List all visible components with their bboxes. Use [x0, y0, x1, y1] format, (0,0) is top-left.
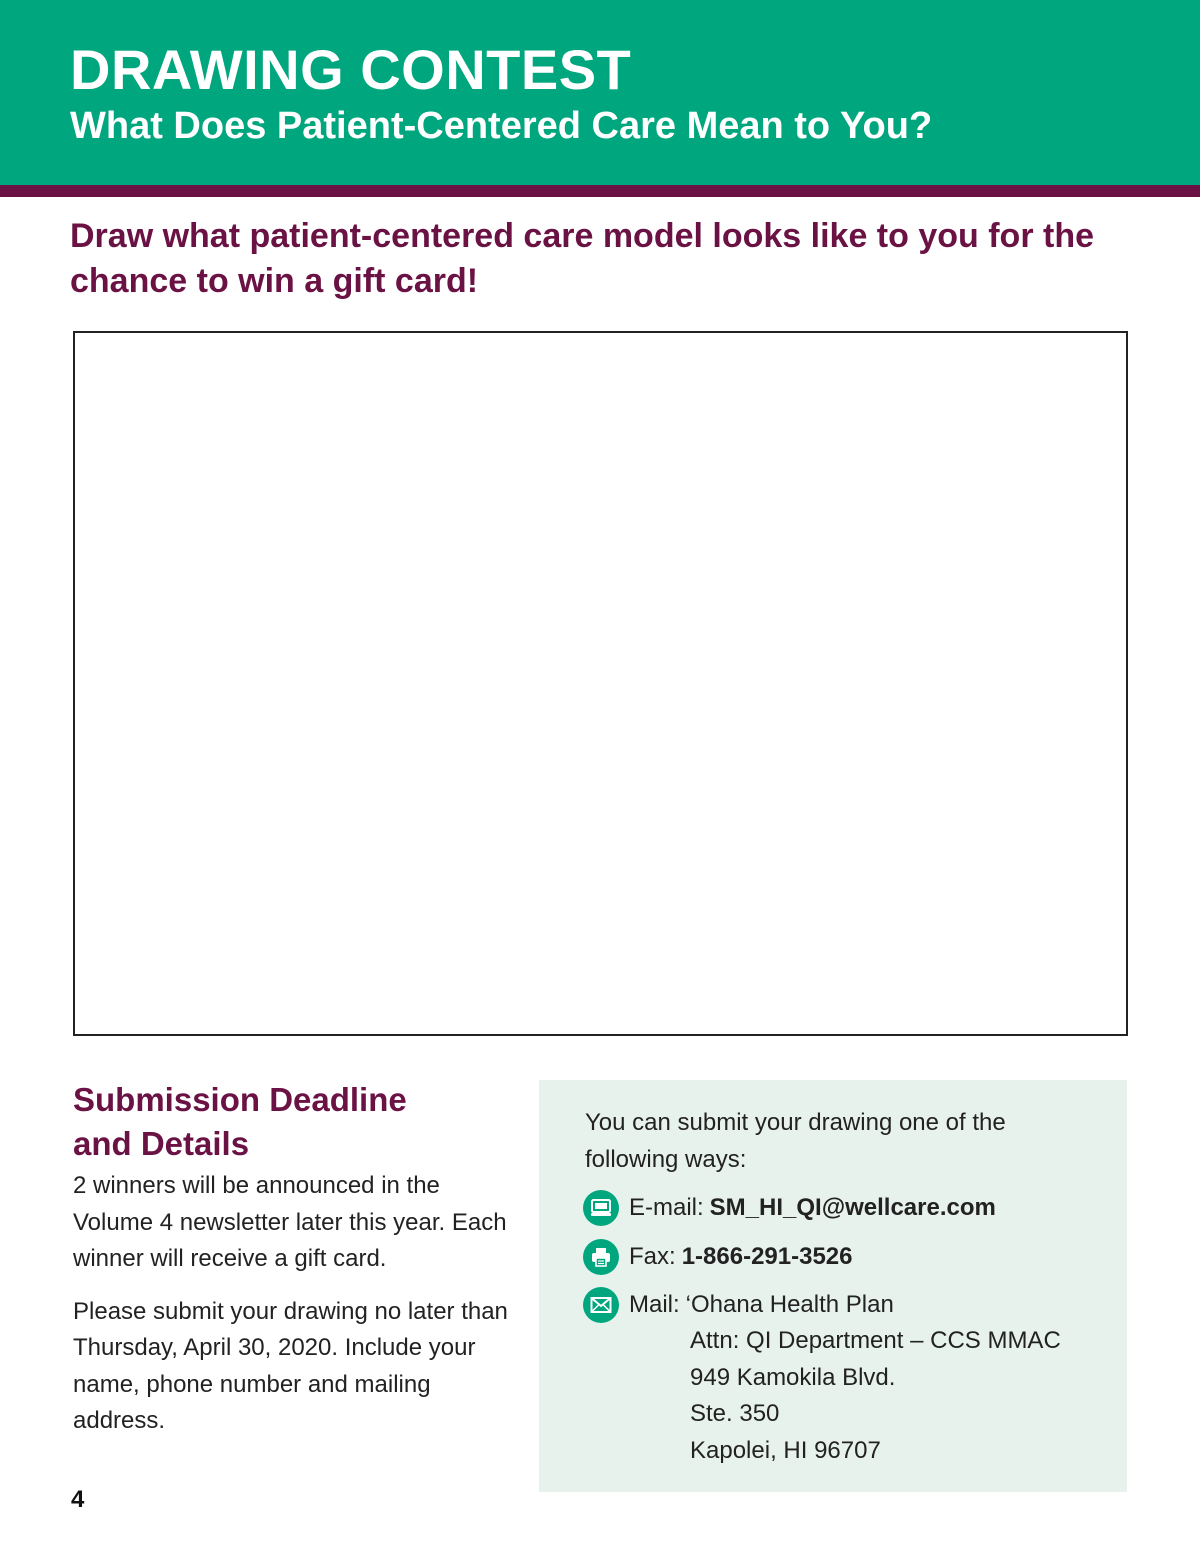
mail-line-city: Kapolei, HI 96707 — [690, 1436, 881, 1464]
deadline-heading-line1: Submission Deadline — [73, 1081, 407, 1118]
mail-line-attn: Attn: QI Department – CCS MMAC — [690, 1327, 1061, 1354]
deadline-heading — [73, 1078, 513, 1166]
header-banner — [0, 0, 1200, 185]
computer-icon — [583, 1190, 619, 1226]
email-address-link[interactable]: SM_HI_QI@wellcare.com — [709, 1194, 996, 1221]
submit-intro: You can submit your drawing one of the following ways: — [585, 1109, 1006, 1173]
deadline-details — [73, 1168, 513, 1456]
lead-instruction: Draw what patient-centered care model looks like to you for the chance to win a gift card! — [70, 217, 1095, 300]
submission-methods-panel — [539, 1080, 1127, 1492]
fax-method — [583, 1239, 853, 1275]
envelope-icon — [583, 1287, 619, 1323]
mail-address-block — [690, 1323, 1061, 1469]
fax-number: 1-866-291-3526 — [681, 1243, 853, 1270]
submission-paragraph: Please submit your drawing no later than Thursday, April 30, 2020. Include your name, phone number and mailing address. — [73, 1297, 508, 1434]
mail-line-suite: Ste. 350 — [690, 1400, 780, 1427]
mail-line-org: ‘Ohana Health Plan — [685, 1291, 894, 1318]
printer-icon — [583, 1239, 619, 1275]
page-subtitle: What Does Patient-Centered Care Mean to You? — [70, 105, 933, 147]
email-method — [583, 1190, 996, 1226]
winners-paragraph: 2 winners will be announced in the Volume 4 newsletter later this year. Each winner will receive a gift card. — [73, 1172, 507, 1272]
mail-method — [583, 1287, 894, 1323]
fax-label: Fax: — [629, 1243, 676, 1270]
deadline-heading-line2: and Details — [73, 1125, 250, 1162]
mail-line-street: 949 Kamokila Blvd. — [690, 1363, 896, 1391]
page-number: 4 — [71, 1486, 85, 1513]
drawing-area[interactable] — [73, 331, 1128, 1036]
page-title: DRAWING CONTEST — [70, 38, 632, 101]
mail-label: Mail: — [629, 1291, 680, 1318]
email-label: E-mail: — [629, 1194, 704, 1221]
header-divider — [0, 185, 1200, 197]
